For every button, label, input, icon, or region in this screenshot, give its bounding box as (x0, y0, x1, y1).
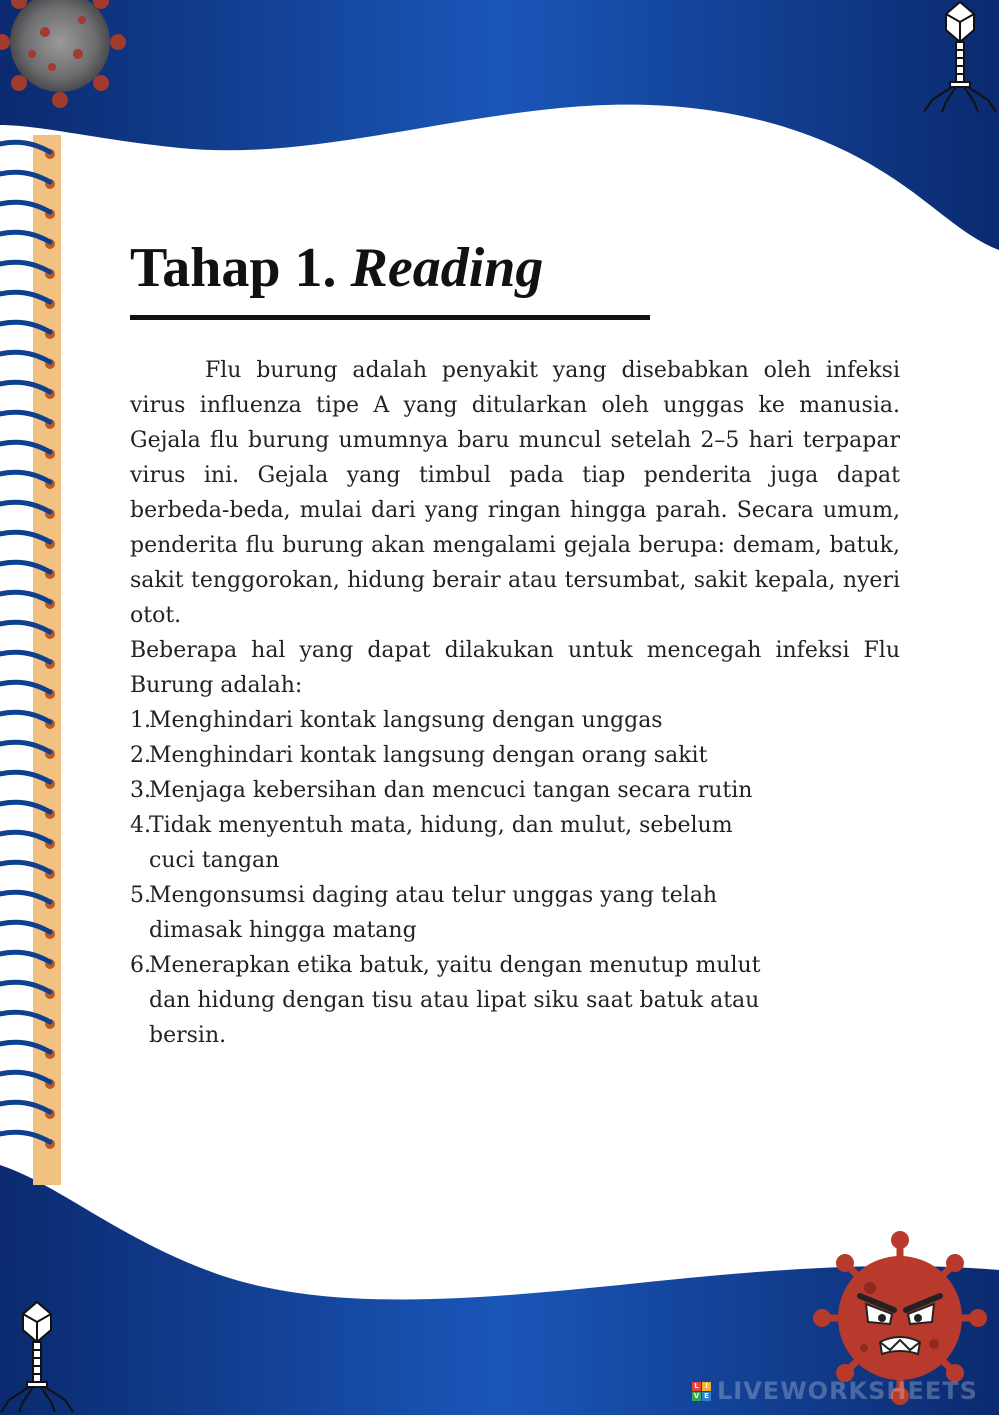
title-underline (130, 315, 650, 320)
list-item-number: 2. (130, 743, 151, 768)
list-item-text: Tidak menyentuh mata, hidung, dan mulut, sebelum cuci tangan (149, 813, 733, 873)
liveworksheets-logo-icon (692, 1382, 711, 1401)
reading-content (130, 353, 900, 1053)
top-wave (0, 0, 999, 250)
list-item-number: 1. (130, 708, 151, 733)
prevention-intro: Beberapa hal yang dapat dilakukan untuk mencegah infeksi Flu Burung adalah: (130, 638, 900, 698)
list-item-text: Menerapkan etika batuk, yaitu dengan menutup mulut dan hidung dengan tisu atau lipat siku saat batuk atau bersin. (149, 953, 761, 1048)
title-plain: Tahap 1. (130, 237, 351, 299)
liveworksheets-watermark (692, 1378, 978, 1404)
list-item (130, 948, 785, 1053)
prevention-list (130, 703, 785, 1053)
page-title (130, 237, 544, 299)
title-italic: Reading (350, 237, 544, 299)
list-item-text: Mengonsumsi daging atau telur unggas yang telah dimasak hingga matang (149, 883, 718, 943)
list-item-number: 6. (130, 953, 151, 978)
logo-letter: V (693, 1391, 700, 1400)
list-item (130, 703, 785, 738)
list-item-text: Menjaga kebersihan dan mencuci tangan secara rutin (149, 778, 753, 803)
list-item-number: 4. (130, 813, 151, 838)
list-item-text: Menghindari kontak langsung dengan unggas (149, 708, 663, 733)
logo-letter: L (692, 1382, 701, 1391)
list-item (130, 808, 785, 878)
list-item (130, 878, 785, 948)
watermark-text: LIVEWORKSHEETS (717, 1377, 978, 1405)
list-item-number: 3. (130, 778, 151, 803)
list-item (130, 773, 785, 808)
intro-paragraph: Flu burung adalah penyakit yang disebabkan oleh infeksi virus influenza tipe A yang ditularkan oleh unggas ke manusia. Gejala flu burung umumnya baru muncul setelah 2–5 hari terpapar virus ini. Gejala yang timbul pada tiap penderita juga dapat berbeda-beda, mulai dari yang ringan hingga parah. Secara umum, penderita flu burung akan mengalami gejala berupa: demam, batuk, sakit tenggorokan, hidung berair atau tersumbat, sakit kepala, nyeri otot. (130, 358, 900, 628)
logo-letter: I (702, 1382, 711, 1391)
list-item-text: Menghindari kontak langsung dengan orang sakit (149, 743, 708, 768)
logo-letter: E (702, 1392, 711, 1401)
list-item (130, 738, 785, 773)
list-item-number: 5. (130, 883, 151, 908)
